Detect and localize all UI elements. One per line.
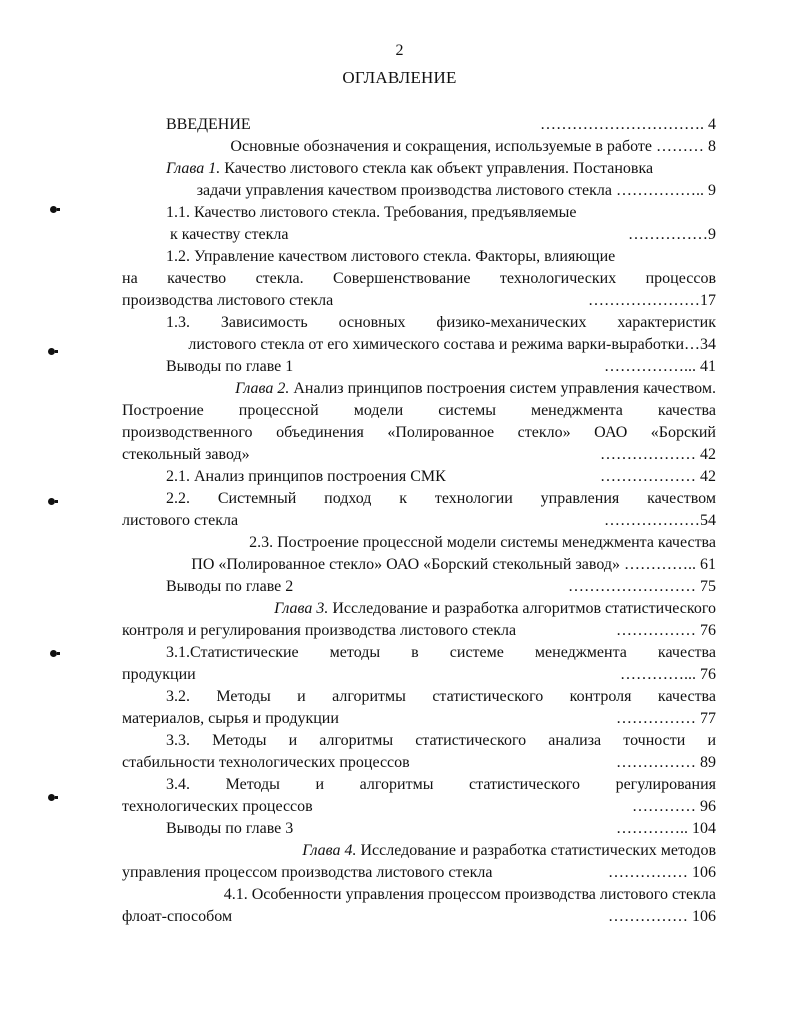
toc-entry-ch4[interactable] [166, 840, 716, 862]
page-number: 2 [395, 42, 404, 59]
toc-text: Качество листового стекла как объект управления. Постановка [224, 160, 654, 177]
toc-entry-ch2-line2[interactable]: Построение процессной модели системы менеджмента качества [122, 402, 716, 419]
chapter-prefix: Глава 2. [235, 380, 290, 397]
toc-entry-1-2-line3[interactable] [122, 290, 716, 312]
chapter-prefix: Глава 3. [274, 600, 329, 617]
toc-entry-ch2[interactable] [166, 378, 716, 400]
toc-entry-4-1[interactable] [166, 884, 716, 906]
toc-entry-1-1[interactable] [166, 202, 716, 224]
toc-text: материалов, сырья и продукции [122, 710, 339, 727]
toc-leader: ………….. 104 [616, 820, 716, 837]
toc-entry-ch2-line4[interactable] [122, 444, 716, 466]
toc-entry-ch4-line2[interactable] [122, 862, 716, 884]
toc-text: стекольный завод» [122, 446, 250, 463]
toc-entry-3-4[interactable]: 3.4. Методы и алгоритмы статистического регулирования [166, 776, 716, 793]
toc-leader: ………… 96 [632, 798, 716, 815]
toc-leader: ………………54 [604, 512, 716, 529]
toc-leader: …………………17 [588, 292, 716, 309]
toc-entry-ch2-line3[interactable]: производственного объединения «Полированное стекло» ОАО «Борский [122, 424, 716, 441]
toc-leader: …………… 76 [616, 622, 716, 639]
toc-entry-1-2-line2[interactable]: на качество стекла. Совершенствование технологических процессов [122, 270, 716, 287]
toc-entry-2-2-line2[interactable] [122, 510, 716, 532]
toc-entry-4-1-line2[interactable] [122, 906, 716, 928]
toc-entry-intro[interactable] [166, 114, 716, 136]
toc-leader: ……………9 [628, 226, 716, 243]
toc-entry-2-1[interactable] [166, 466, 716, 488]
toc-text: управления процессом производства листового стекла [122, 864, 493, 881]
chapter-prefix: Глава 1. [166, 160, 221, 177]
toc-leader: …………… 89 [616, 754, 716, 771]
toc-text: стабильности технологических процессов [122, 754, 410, 771]
toc-leader: …………… 106 [608, 864, 716, 881]
toc-text: к качеству стекла [170, 226, 289, 243]
toc-leader: …………… 77 [616, 710, 716, 727]
toc-leader: …………... 76 [620, 666, 716, 683]
toc-text: 1.2. Управление качеством листового стекла. Факторы, влияющие [166, 248, 616, 265]
toc-entry-3-4-line2[interactable] [122, 796, 716, 818]
toc-label: Выводы по главе 3 [166, 820, 294, 837]
punch-hole [50, 206, 57, 213]
toc-text: ПО «Полированное стекло» ОАО «Борский стекольный завод» ………….. 61 [191, 556, 716, 573]
toc-text: контроля и регулирования производства листового стекла [122, 622, 517, 639]
toc-text: производства листового стекла [122, 292, 334, 309]
chapter-prefix: Глава 4. [302, 842, 357, 859]
toc-leader: ……………… 42 [600, 446, 716, 463]
toc-entry-ch1-line2[interactable] [122, 180, 716, 202]
toc-label: ВВЕДЕНИЕ [166, 116, 251, 133]
toc-entry-3-3[interactable]: 3.3. Методы и алгоритмы статистического анализа точности и [166, 732, 716, 749]
toc-text: листового стекла [122, 512, 239, 529]
toc-text: задачи управления качеством производства листового стекла …………….. 9 [196, 182, 716, 199]
toc-label: 2.1. Анализ принципов построения СМК [166, 468, 446, 485]
toc-text: 4.1. Особенности управления процессом производства листового стекла [223, 886, 716, 903]
toc-entry-2-3[interactable] [166, 532, 716, 554]
toc-entry-1-3-line2[interactable] [122, 334, 716, 356]
punch-hole [48, 794, 55, 801]
toc-entry-concl1[interactable] [166, 356, 716, 378]
toc-text: Анализ принципов построения систем управления качеством. [293, 380, 716, 397]
toc-entry-1-3[interactable]: 1.3. Зависимость основных физико-механических характеристик [166, 314, 716, 331]
toc-entry-3-1[interactable]: 3.1.Статистические методы в системе менеджмента качества [166, 644, 716, 661]
toc-leader: …………………………. 4 [540, 116, 716, 133]
page-title: ОГЛАВЛЕНИЕ [342, 68, 457, 87]
toc-text: листового стекла от его химического состава и режима варки-выработки…34 [188, 336, 716, 353]
toc-leader: …………………… 75 [568, 578, 716, 595]
toc-entry-3-1-line2[interactable] [122, 664, 716, 686]
toc-entry-concl3[interactable] [166, 818, 716, 840]
toc-text: 1.1. Качество листового стекла. Требования, предъявляемые [166, 204, 577, 221]
toc-entry-2-3-line2[interactable] [122, 554, 716, 576]
toc-text: Основные обозначения и сокращения, используемые в работе ……… 8 [230, 138, 716, 155]
toc-leader: ……………… 42 [600, 468, 716, 485]
toc-entry-1-1-line2[interactable] [170, 224, 716, 246]
toc-entry-3-3-line2[interactable] [122, 752, 716, 774]
toc-entry-ch1[interactable] [166, 158, 716, 180]
punch-hole [48, 498, 55, 505]
punch-hole [50, 650, 57, 657]
toc-label: Выводы по главе 1 [166, 358, 294, 375]
toc-entry-concl2[interactable] [166, 576, 716, 598]
toc-entry-2-2[interactable]: 2.2. Системный подход к технологии управления качеством [166, 490, 716, 507]
toc-label: Выводы по главе 2 [166, 578, 294, 595]
toc-text: флоат-способом [122, 908, 233, 925]
punch-hole [48, 348, 55, 355]
toc-leader: …………… 106 [608, 908, 716, 925]
toc-text: технологических процессов [122, 798, 313, 815]
toc-text: Исследование и разработка статистических методов [360, 842, 716, 859]
toc-entry-abbrev[interactable] [166, 136, 716, 158]
toc-leader: ……………... 41 [604, 358, 716, 375]
toc-entry-3-2[interactable]: 3.2. Методы и алгоритмы статистического контроля качества [166, 688, 716, 705]
toc-text: 2.3. Построение процессной модели системы менеджмента качества [249, 534, 716, 551]
toc-entry-ch3-line2[interactable] [122, 620, 716, 642]
toc-text: Исследование и разработка алгоритмов статистического [332, 600, 716, 617]
toc-entry-3-2-line2[interactable] [122, 708, 716, 730]
toc-entry-1-2[interactable] [166, 246, 716, 268]
toc-entry-ch3[interactable] [166, 598, 716, 620]
toc-text: продукции [122, 666, 196, 683]
